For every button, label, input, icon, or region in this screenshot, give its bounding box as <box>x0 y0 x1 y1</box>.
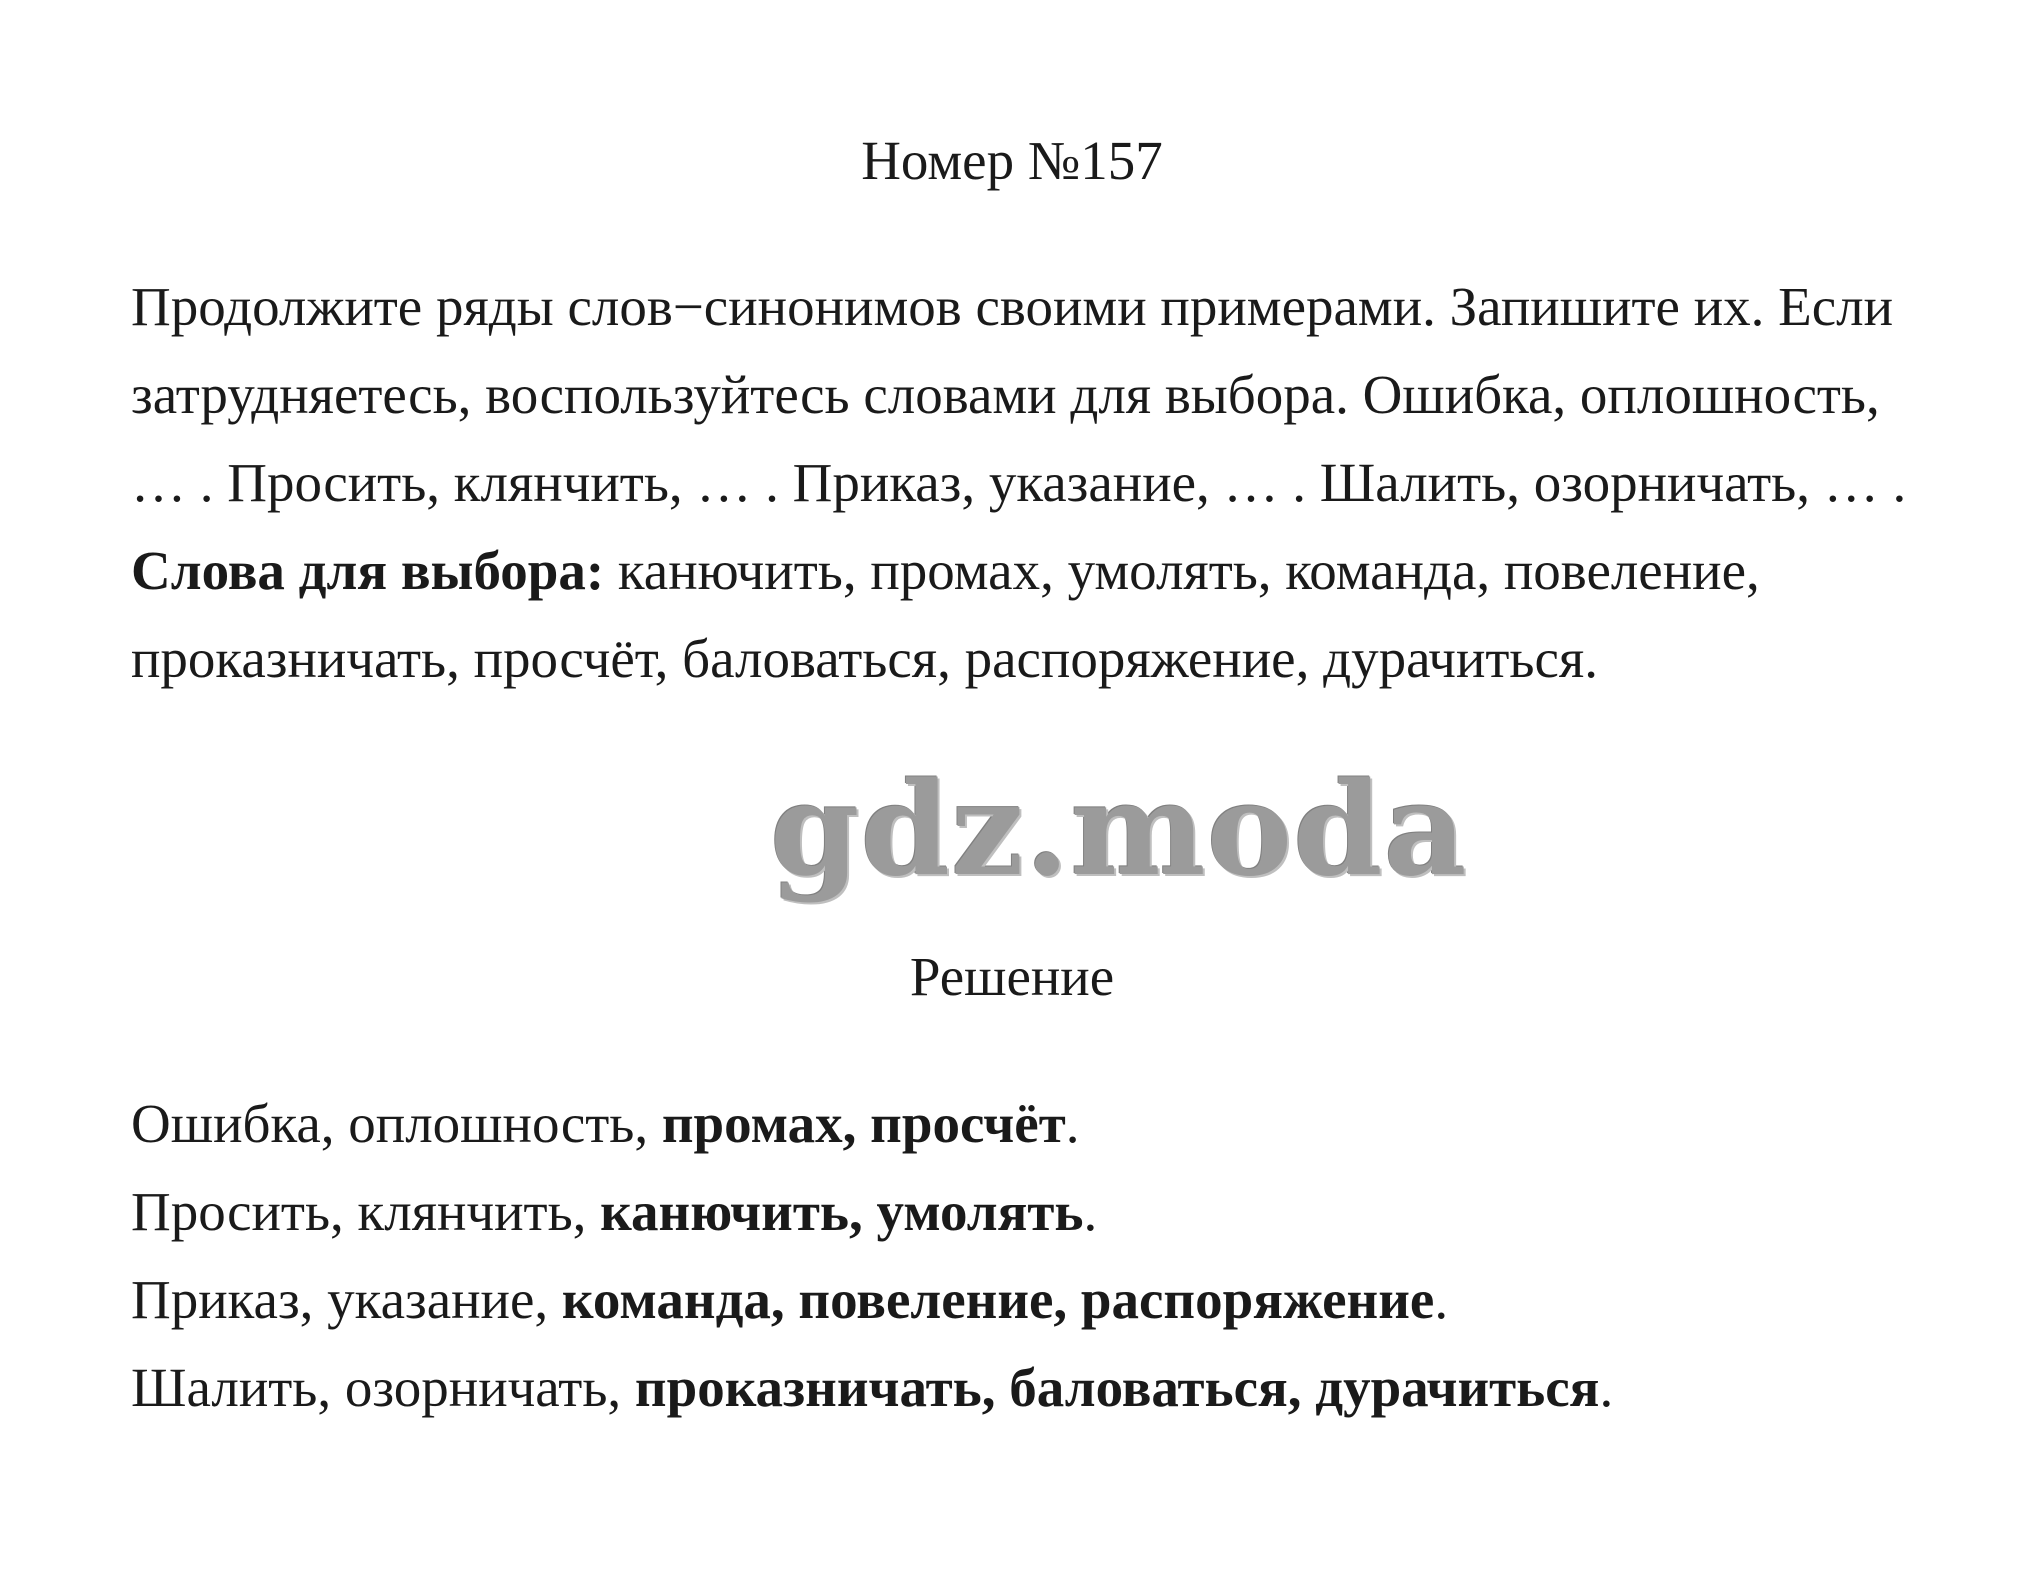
answers-block <box>131 1080 1911 1432</box>
answer-line <box>131 1080 1911 1168</box>
answer-suffix: . <box>1434 1269 1449 1330</box>
answer-prefix: Приказ, указание, <box>131 1269 562 1330</box>
watermark-logo: gdz.moda <box>770 755 1468 905</box>
answer-bold: проказничать, баловаться, дурачиться <box>634 1357 1600 1418</box>
answer-suffix: . <box>1065 1093 1080 1154</box>
words-label: Слова для выбора: <box>131 540 605 601</box>
answer-line <box>131 1168 1911 1256</box>
answer-line <box>131 1256 1911 1344</box>
answer-bold: канючить, умолять <box>600 1181 1084 1242</box>
answer-prefix: Шалить, озорничать, <box>131 1357 635 1418</box>
task-text <box>131 263 1911 703</box>
solution-title: Решение <box>909 946 1115 1007</box>
task-paragraph <box>131 263 1911 527</box>
answer-prefix: Просить, клянчить, <box>131 1181 601 1242</box>
answer-suffix: . <box>1083 1181 1098 1242</box>
page-title: Номер №157 <box>861 130 1163 191</box>
answer-line <box>131 1344 1911 1432</box>
word-choice-paragraph <box>131 527 1911 703</box>
answer-bold: команда, повеление, распоряжение <box>561 1269 1435 1330</box>
answer-prefix: Ошибка, оплошность, <box>131 1093 662 1154</box>
task-instructions: Продолжите ряды слов−синонимов своими примерами. Запишите их. Если затрудняетесь, воспользуйтесь словами для выбора. Ошибка, оплошность, … . Просить, клянчить, … . Приказ, указание, … . Шалить, озорничать, … . <box>131 276 1907 513</box>
answer-suffix: . <box>1599 1357 1614 1418</box>
answer-bold: промах, просчёт <box>661 1093 1066 1154</box>
words-list: канючить, промах, умолять, команда, повеление, проказничать, просчёт, баловаться, распоряжение, дурачиться. <box>131 540 1760 689</box>
